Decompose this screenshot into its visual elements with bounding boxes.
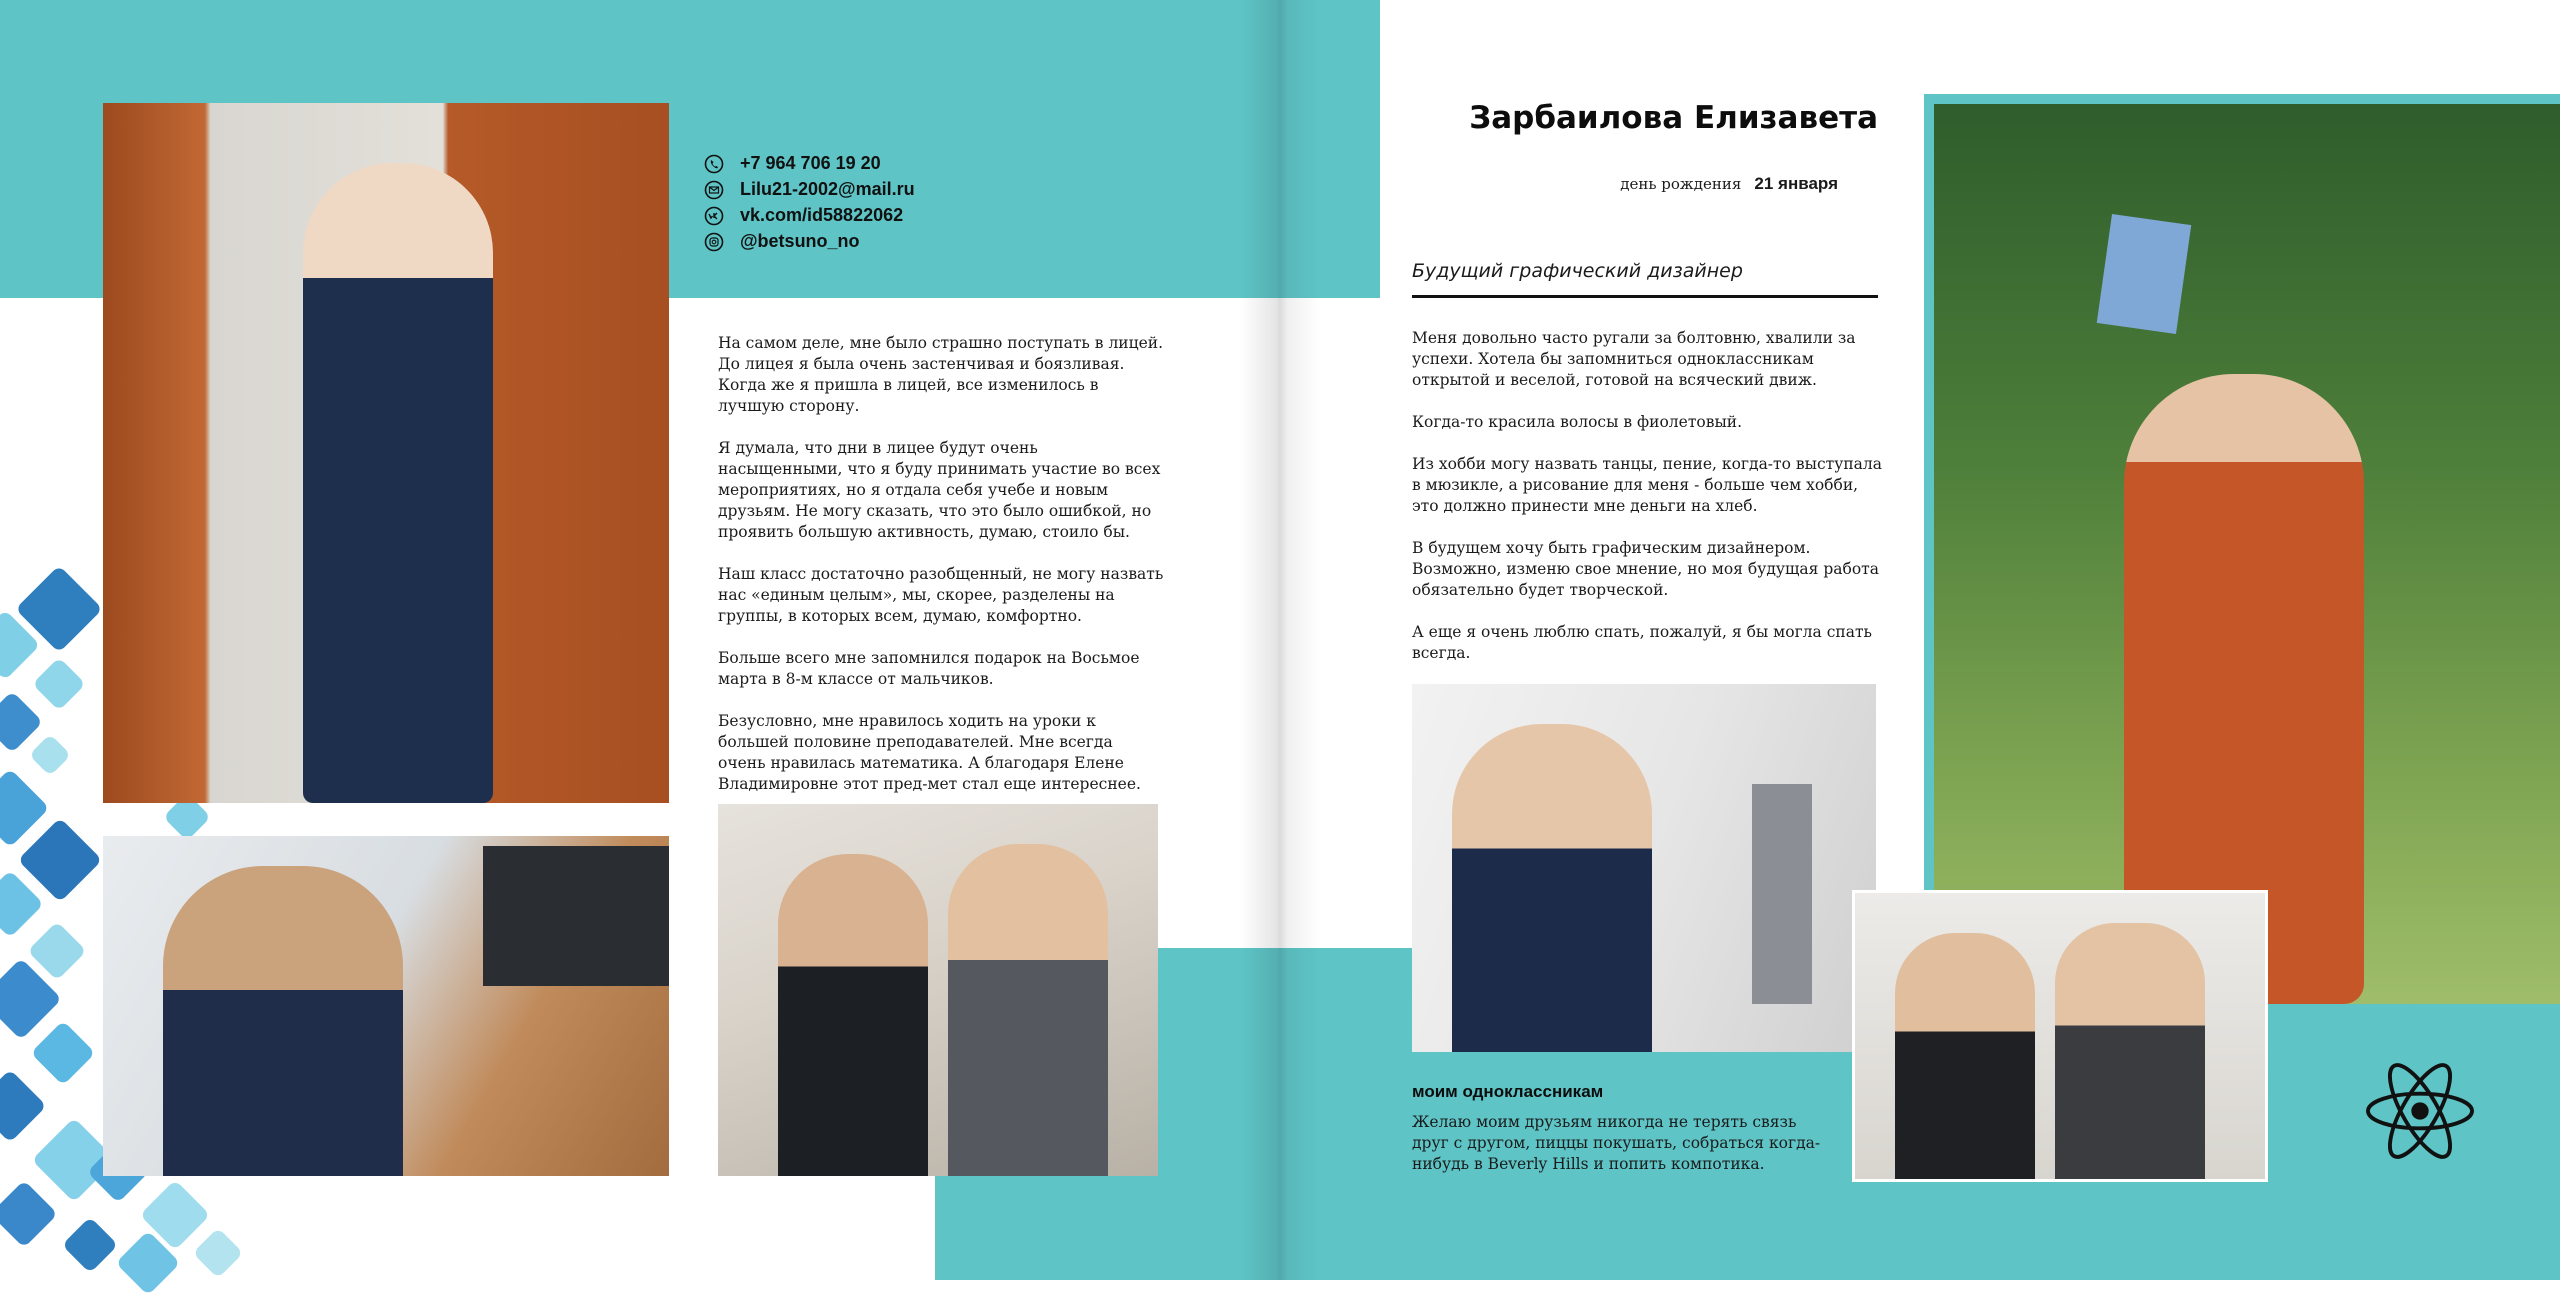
photo-diploma-portrait — [1934, 104, 2560, 1004]
left-body-text — [718, 333, 1164, 816]
photo-library-portrait — [103, 103, 669, 803]
contact-email-text[interactable]: Lilu21-2002@mail.ru — [740, 179, 915, 199]
right-paragraph: В будущем хочу быть графическим дизайнером. Возможно, изменю свое мнение, но моя будущая работа обязательно будет творческой. — [1412, 539, 1879, 599]
right-paragraph: Меня довольно часто ругали за болтовню, хвалили за успехи. Хотела бы запомниться одноклассникам открытой и веселой, готовой на всяческий движ. — [1412, 329, 1856, 389]
right-paragraph: А еще я очень люблю спать, пожалуй, я бы могла спать всегда. — [1412, 623, 1872, 662]
left-paragraph: Наш класс достаточно разобщенный, не могу назвать нас «единым целым», мы, скорее, разделены на группы, в которых всем, думаю, комфортно. — [718, 565, 1164, 625]
contact-vk — [704, 205, 903, 226]
birthday-value: 21 января — [1754, 174, 1838, 193]
classmates-title: моим одноклассникам — [1412, 1082, 1604, 1101]
atom-icon — [2362, 1058, 2478, 1164]
right-paragraph: Из хобби могу назвать танцы, пение, когда-то выступала в мюзикле, а рисование для меня - больше чем хобби, это должно принести мне деньги на хлеб. — [1412, 455, 1882, 515]
contact-instagram-text[interactable]: @betsuno_no — [740, 231, 860, 251]
birthday-label: день рождения — [1620, 175, 1742, 193]
student-name: Зарбаилова Елизавета — [1469, 100, 1878, 136]
photo-computer — [103, 836, 669, 1176]
left-paragraph: На самом деле, мне было страшно поступать в лицей. До лицея я была очень застенчивая и боязливая. Когда же я пришла в лицей, все изменилось в лучшую сторону. — [718, 334, 1164, 415]
contact-instagram — [704, 231, 860, 252]
mail-icon — [704, 180, 724, 200]
future-profession: Будущий графический дизайнер — [1412, 260, 1743, 282]
photo-thumbs-up — [1412, 684, 1876, 1052]
classmates-text: Желаю моим друзьям никогда не терять связь друг с другом, пиццы покушать, собраться когда-нибудь в Beverly Hills и попить компотика. — [1412, 1113, 1821, 1173]
right-body-text — [1412, 328, 1882, 685]
contact-vk-text[interactable]: vk.com/id58822062 — [740, 205, 904, 225]
phone-icon — [704, 154, 724, 174]
photo-laughing-girls — [1852, 890, 2268, 1182]
contact-email — [704, 179, 915, 200]
left-paragraph: Больше всего мне запомнился подарок на Восьмое марта в 8-м классе от мальчиков. — [718, 649, 1140, 688]
right-paragraph: Когда-то красила волосы в фиолетовый. — [1412, 413, 1743, 431]
left-paragraph: Безусловно, мне нравилось ходить на уроки к большей половине преподавателей. Мне всегда очень нравилась математика. А благодаря Елене Владимировне этот пред-мет стал еще интереснее. — [718, 712, 1141, 793]
book-gutter — [1240, 0, 1320, 1280]
photo-classroom-friends — [718, 804, 1158, 1176]
birthday — [1400, 174, 1838, 194]
contact-phone-text[interactable]: +7 964 706 19 20 — [740, 153, 881, 173]
vk-icon — [704, 206, 724, 226]
left-paragraph: Я думала, что дни в лицее будут очень насыщенными, что я буду принимать участие во всех мероприятиях, но я отдала себя учебе и новым друзьям. Не могу сказать, что это было ошибкой, но проявить большую активность, думаю, стоило бы. — [718, 439, 1161, 541]
heading-rule — [1412, 295, 1878, 298]
contact-phone — [704, 153, 881, 174]
instagram-icon — [704, 232, 724, 252]
